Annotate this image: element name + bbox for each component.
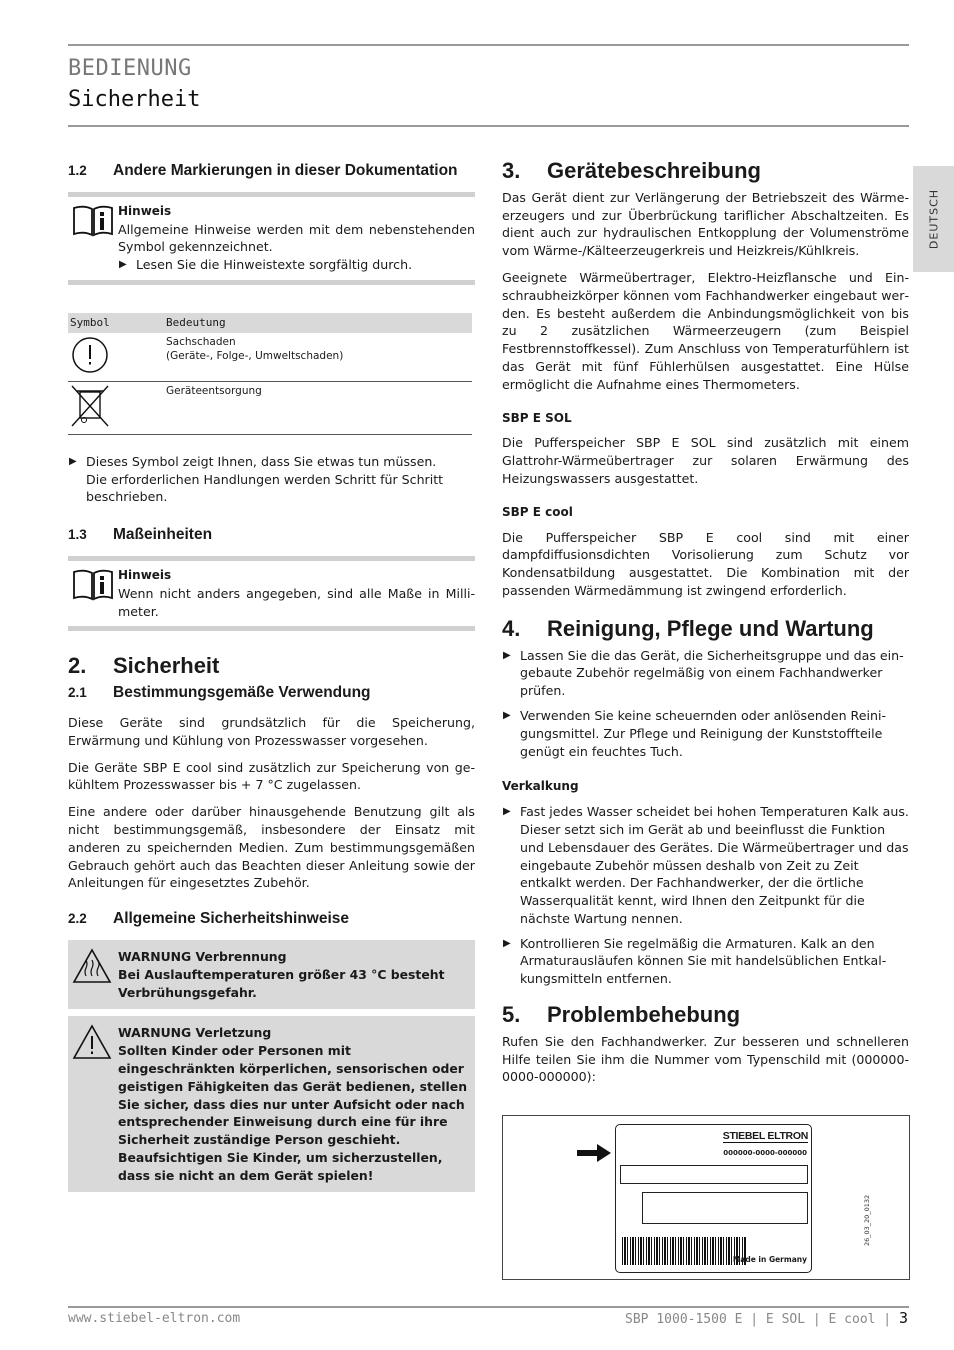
section-2-2-heading: 2.2 Allgemeine Sicherheitshinweise: [68, 910, 350, 928]
hot-surface-warning-icon: [72, 948, 112, 984]
warning-burn-box: [68, 940, 475, 1009]
info-book-icon: [72, 569, 114, 601]
table-cell: (Geräte-, Folge-, Umweltschaden): [166, 349, 344, 362]
sbp-e-cool-heading: SBP E cool: [502, 504, 573, 519]
section-4-heading: 4. Reinigung, Pflege und Wartung: [502, 615, 874, 641]
paragraph: Die Geräte SBP E cool sind zusätzlich zur Speicherung von gekühltem Prozesswasser bis + 7 °C zugelassen.: [68, 759, 475, 793]
info-book-icon: [72, 205, 114, 237]
table-row: [68, 381, 472, 434]
type-plate-number: 000000-0000-000000: [723, 1149, 807, 1157]
hint-title: Hinweis: [118, 567, 172, 582]
footer-url: www.stiebel-eltron.com: [68, 1311, 241, 1326]
type-plate: [615, 1124, 812, 1273]
section-1-2-heading: 1.2 Andere Markierungen in dieser Dokumentation: [68, 162, 458, 179]
hint-box: [68, 192, 475, 285]
right-column: [502, 158, 909, 1095]
list-item: ▶ Kontrollieren Sie regelmäßig die Armaturen. Kalk an den Armaturausläufen können Sie mit handelsüblichen Entkalkungsmitteln entfernen.: [503, 935, 887, 987]
made-in-label: Made in Germany: [732, 1255, 807, 1264]
hint-text: Allgemeine Hinweise werden mit dem nebenstehenden Symbol gekennzeichnet.: [118, 221, 475, 255]
table-header-symbol: Symbol: [68, 313, 164, 333]
symbol-table: [68, 313, 472, 435]
paragraph: Diese Geräte sind grundsätzlich für die Speicherung, Erwärmung und Kühlung von Prozesswasser vorgesehen.: [68, 714, 475, 748]
section-1-3-heading: 1.3 Maßeinheiten: [68, 526, 213, 544]
warning-triangle-icon: [72, 1024, 112, 1060]
list-item: ▶ Lassen Sie die das Gerät, die Sicherheitsgruppe und das eingebaute Zubehör regelmäßig von einem Fachhandwerker prüfen.: [503, 647, 904, 699]
type-plate-field: [642, 1192, 808, 1224]
verkalkung-heading: Verkalkung: [502, 779, 579, 794]
barcode: [622, 1237, 746, 1265]
footer-model: SBP 1000-1500 E | E SOL | E cool | 3: [625, 1309, 908, 1327]
hint-title: Hinweis: [118, 203, 172, 218]
hint-box: [68, 556, 475, 631]
hint-text: Wenn nicht anders angegeben, sind alle Maße in Millimeter.: [118, 585, 475, 619]
list-item: ▶ Verwenden Sie keine scheuernden oder anlösenden Reinigungsmittel. Zur Pflege und Reinigung der Kunststoffteile genügt ein feuchtes Tuch.: [503, 707, 887, 759]
table-header-meaning: Bedeutung: [164, 313, 472, 333]
hint-bullet: ▶ Lesen Sie die Hinweistexte sorgfältig durch.: [119, 257, 413, 273]
type-plate-field: [620, 1165, 808, 1184]
section-3-heading: 3. Gerätebeschreibung: [502, 158, 761, 183]
list-item: ▶ Fast jedes Wasser scheidet bei hohen Temperaturen Kalk aus. Dieser setzt sich im Gerät ab und beeinflusst die Funktion und Lebensdauer des Gerätes. Die Wärmeübertrager und das eingebaute Zubehör müssen deshalb von Zeit zu Zeit entkalkt werden. Der Fachhandwerker, der die örtliche Wasserqualität kennt, wird Ihnen den Zeitpunkt für die nächste Wartung nennen.: [503, 804, 909, 926]
section-5-heading: 5. Problembehebung: [502, 1002, 741, 1028]
crossed-bin-icon: [70, 384, 110, 428]
sbp-e-sol-heading: SBP E SOL: [502, 410, 572, 425]
section-2-1-heading: 2.1 Bestimmungsgemäße Verwendung: [68, 684, 371, 702]
paragraph: Geeignete Wärmeübertrager, Elektro-Heizflansche und Einschraubheizkörper können vom Fachhandwerker eingebaut werden. Es besteht außerdem die Anbindungsmöglichkeit von bis zu 2 zusätzlichen Wärmeerzeugern (zum Beispiel Festbrennstoffkessel). Zum Anschluss von Temperaturfühlern ist das Gerät mit fünf Fühlerhülsen ausgestattet. Eine Hülse ermöglicht die Aufnahme eines Thermometers.: [502, 269, 909, 392]
table-cell: Geräteentsorgung: [166, 384, 262, 397]
warning-injury-box: [68, 1016, 475, 1192]
type-plate-figure: [502, 1115, 910, 1280]
exclamation-circle-icon: [70, 335, 110, 375]
section-2-heading: 2. Sicherheit: [68, 653, 220, 679]
paragraph: Rufen Sie den Fachhandwerker. Zur besseren und schnelleren Hilfe teilen Sie ihm die Nummer vom Typenschild mit (000000-0000-000000):: [502, 1033, 909, 1085]
paragraph: Das Gerät dient zur Verlängerung der Betriebszeit des Wärmeerzeugers und zur Überbrückung tariflicher Abschaltzeiten. Es dient auch zur hydraulischen Entkopplung der Volumenströme vom Wärme-/Kälteerzeugerkreis und Heizkreis/Kühlkreis.: [502, 189, 909, 259]
header-chapter: BEDIENUNG: [68, 56, 192, 81]
page-number: 3: [898, 1309, 908, 1327]
paragraph: Eine andere oder darüber hinausgehende Benutzung gilt als nicht bestimmungsgemäß, insbesondere der Einsatz mit anderen zu speichernden Medien. Zum bestimmungsgemäßen Gebrauch gehört auch das Beachten dieser Anleitung sowie der Anleitungen für eingesetztes Zubehör.: [68, 804, 475, 891]
language-side-tab: [913, 166, 954, 272]
warning-title: WARNUNG Verletzung: [118, 1025, 272, 1041]
table-cell: Sachschaden: [166, 335, 236, 348]
header-bottom-rule: [68, 125, 909, 127]
warning-text: Sollten Kinder oder Personen mit eingeschränkten körperlichen, sensorischen oder geistigen Fähigkeiten das Gerät bedienen, stellen Sie sicher, dass dies nur unter Aufsicht oder nach entsprechender Einweisung durch eine für ihre Sicherheit zuständige Person geschieht. Beaufsichtigen Sie Kinder, um sicherzustellen, dass sie nicht an dem Gerät spielen!: [118, 1043, 468, 1183]
brand-logo: STIEBEL ELTRON: [722, 1130, 808, 1142]
paragraph: Die Pufferspeicher SBP E cool sind mit einer dampfdiffusionsdichten Vorisolierung zum Schutz vor Kondensatbildung ausgestattet. Die Kombination mit der passenden Wärmedämmung ist zwingend erforderlich.: [502, 529, 909, 598]
figure-reference: 26_03_20_0132: [863, 1194, 871, 1246]
left-column: [68, 162, 475, 1192]
paragraph: Die Pufferspeicher SBP E SOL sind zusätzlich mit einem Glattrohr-Wärmeübertrager zur solaren Erwärmung des Heizungswassers ausgestattet.: [502, 435, 909, 486]
footer-rule: [68, 1306, 909, 1308]
header-section: Sicherheit: [68, 87, 201, 112]
action-bullet: ▶ Dieses Symbol zeigt Ihnen, dass Sie etwas tun müssen. Die erforderlichen Handlungen werden Schritt für Schritt beschrieben.: [69, 453, 444, 505]
arrow-right-icon: [577, 1144, 611, 1162]
warning-text: Bei Auslauftemperaturen größer 43 °C besteht Verbrühungsgefahr.: [118, 966, 445, 1000]
warning-title: WARNUNG Verbrennung: [118, 948, 287, 964]
language-label: DEUTSCH: [927, 188, 940, 250]
header-top-rule: [68, 44, 909, 46]
table-row: [68, 333, 472, 382]
